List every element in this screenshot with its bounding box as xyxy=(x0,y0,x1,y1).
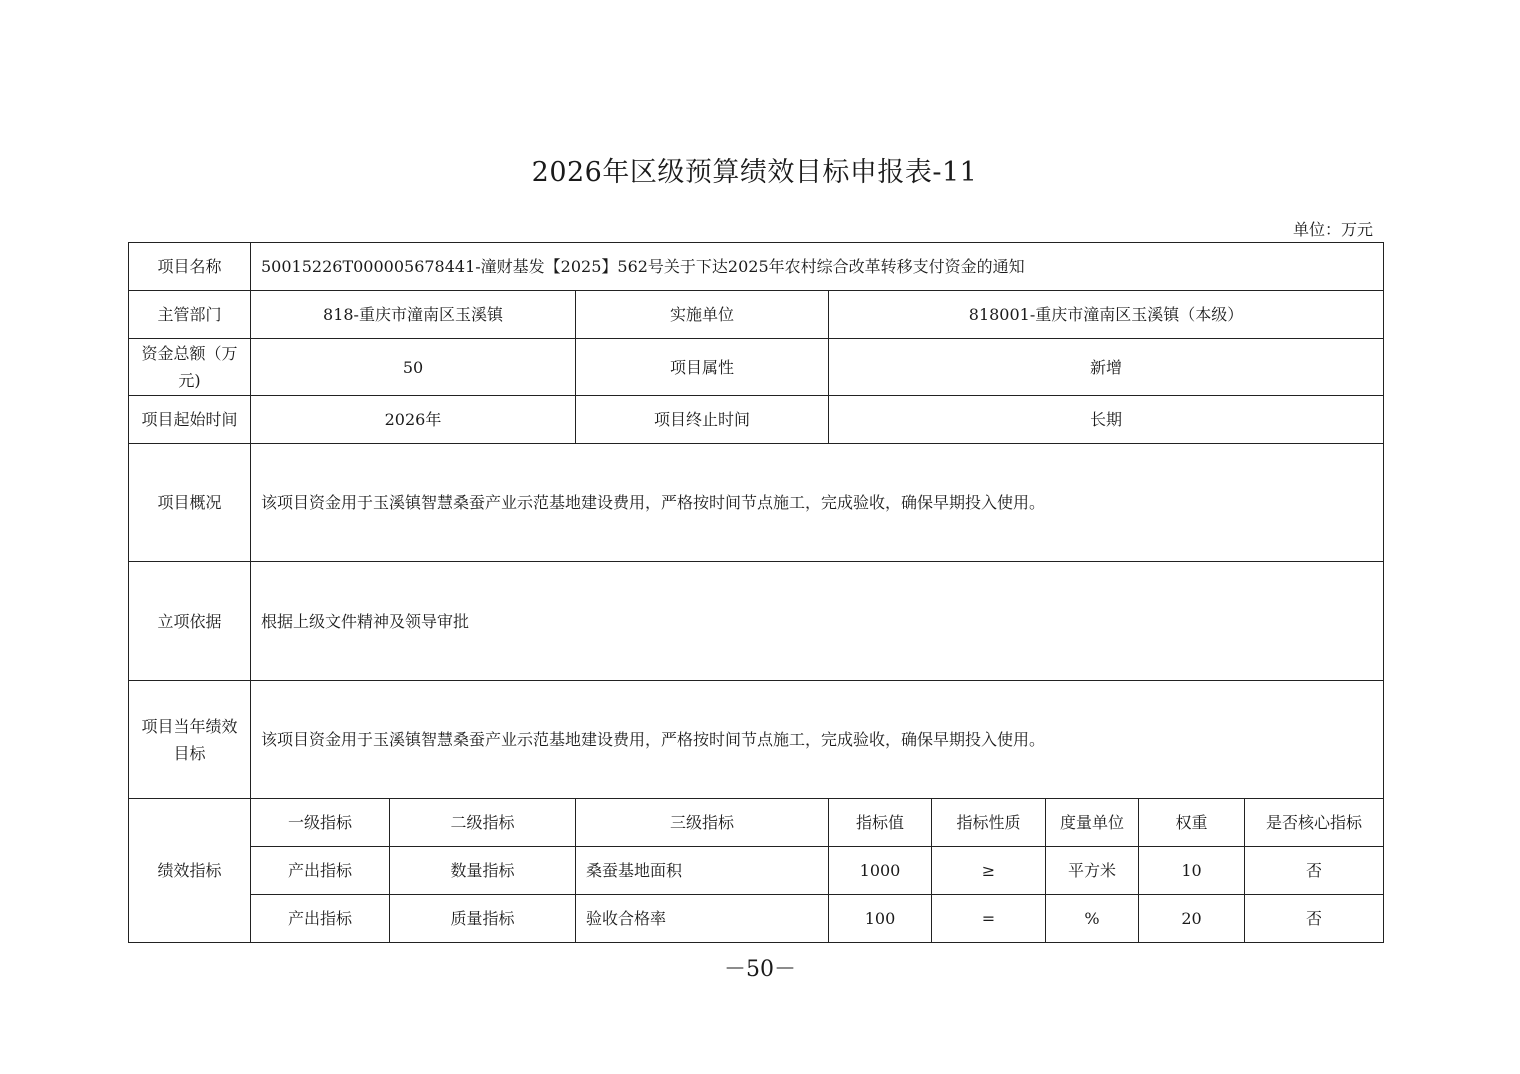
indicator-cell: 产出指标 xyxy=(251,847,390,895)
table-row xyxy=(129,847,1384,895)
indicator-cell: 桑蚕基地面积 xyxy=(576,847,829,895)
indicator-cell: 20 xyxy=(1139,895,1245,943)
overview-label: 项目概况 xyxy=(129,444,251,562)
start-label: 项目起始时间 xyxy=(129,396,251,444)
page-number: －50－ xyxy=(724,957,796,982)
indicator-cell: 10 xyxy=(1139,847,1245,895)
row-project-name xyxy=(129,243,1384,291)
overview-value: 该项目资金用于玉溪镇智慧桑蚕产业示范基地建设费用，严格按时间节点施工，完成验收，确保早期投入使用。 xyxy=(251,444,1384,562)
impl-label: 实施单位 xyxy=(576,291,829,339)
project-name-label: 项目名称 xyxy=(129,243,251,291)
indicator-header-row xyxy=(129,799,1384,847)
row-goal xyxy=(129,681,1384,799)
indicator-header: 三级指标 xyxy=(576,799,829,847)
attr-value: 新增 xyxy=(829,339,1384,396)
indicator-cell: 100 xyxy=(829,895,932,943)
goal-value: 该项目资金用于玉溪镇智慧桑蚕产业示范基地建设费用，严格按时间节点施工，完成验收，确保早期投入使用。 xyxy=(251,681,1384,799)
amount-label: 资金总额（万元) xyxy=(129,339,251,396)
indicator-header: 一级指标 xyxy=(251,799,390,847)
unit-label: 单位：万元 xyxy=(1292,220,1373,239)
row-department xyxy=(129,291,1384,339)
dept-value: 818-重庆市潼南区玉溪镇 xyxy=(251,291,576,339)
indicator-cell: 否 xyxy=(1245,847,1384,895)
end-value: 长期 xyxy=(829,396,1384,444)
indicator-cell: % xyxy=(1046,895,1139,943)
table-row xyxy=(129,895,1384,943)
indicator-cell: 验收合格率 xyxy=(576,895,829,943)
basis-label: 立项依据 xyxy=(129,562,251,681)
indicator-header: 二级指标 xyxy=(390,799,576,847)
budget-table xyxy=(128,242,1384,943)
indicator-cell: 产出指标 xyxy=(251,895,390,943)
indicator-header: 权重 xyxy=(1139,799,1245,847)
page-title: 2026年区级预算绩效目标申报表-11 xyxy=(531,157,978,188)
indicator-cell: 平方米 xyxy=(1046,847,1139,895)
indicator-header: 指标值 xyxy=(829,799,932,847)
row-overview xyxy=(129,444,1384,562)
indicators-label: 绩效指标 xyxy=(129,799,251,943)
goal-label: 项目当年绩效目标 xyxy=(129,681,251,799)
start-value: 2026年 xyxy=(251,396,576,444)
indicator-cell: 否 xyxy=(1245,895,1384,943)
indicator-cell: 1000 xyxy=(829,847,932,895)
indicator-header: 是否核心指标 xyxy=(1245,799,1384,847)
indicator-cell: = xyxy=(932,895,1046,943)
row-basis xyxy=(129,562,1384,681)
indicator-cell: 数量指标 xyxy=(390,847,576,895)
row-amount xyxy=(129,339,1384,396)
amount-value: 50 xyxy=(251,339,576,396)
row-time xyxy=(129,396,1384,444)
attr-label: 项目属性 xyxy=(576,339,829,396)
basis-value: 根据上级文件精神及领导审批 xyxy=(251,562,1384,681)
impl-value: 818001-重庆市潼南区玉溪镇（本级） xyxy=(829,291,1384,339)
indicator-header: 指标性质 xyxy=(932,799,1046,847)
indicator-cell: ≥ xyxy=(932,847,1046,895)
project-name-value: 50015226T000005678441-潼财基发【2025】562号关于下达2025年农村综合改革转移支付资金的通知 xyxy=(251,243,1384,291)
indicator-header: 度量单位 xyxy=(1046,799,1139,847)
end-label: 项目终止时间 xyxy=(576,396,829,444)
dept-label: 主管部门 xyxy=(129,291,251,339)
indicator-cell: 质量指标 xyxy=(390,895,576,943)
